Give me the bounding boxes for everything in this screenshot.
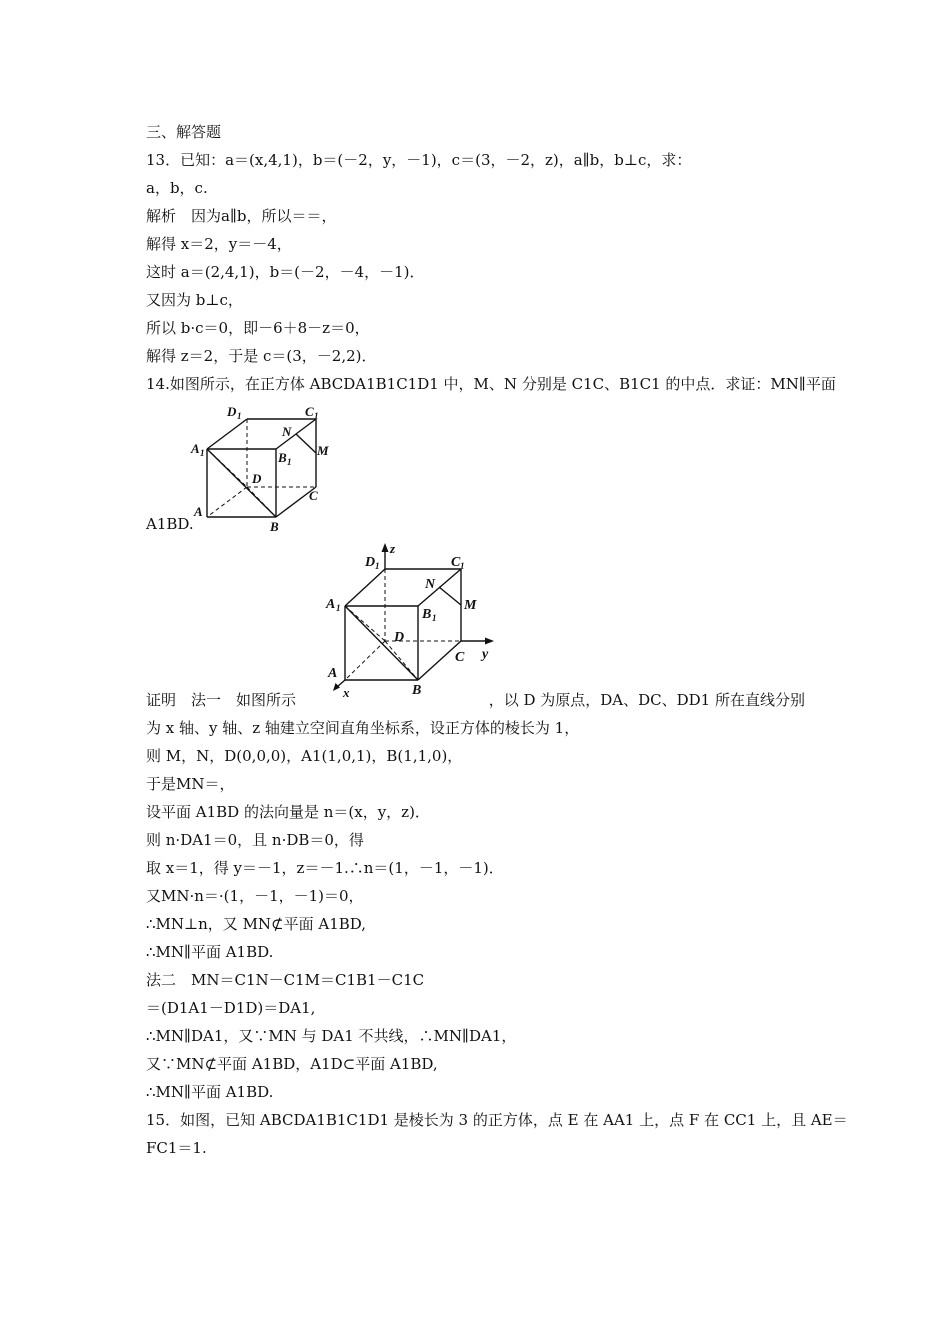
solution-line: 解析 因为a∥b，所以＝＝， [146, 207, 337, 225]
proof-line: ∴MN∥平面 A1BD. [146, 1083, 274, 1101]
y-arrow-icon [485, 638, 494, 645]
proof-line: ∴MN⊥n，又 MN⊄平面 A1BD, [146, 915, 367, 933]
label-z: z [390, 541, 396, 556]
cube-figure-1 [186, 402, 336, 534]
proof-line: 为 x 轴、y 轴、z 轴建立空间直角坐标系，设正方体的棱长为 1， [146, 719, 580, 737]
proof-line: ＝(D1A1－D1D)＝DA1, [146, 999, 316, 1017]
svg-text:1: 1 [432, 613, 437, 623]
proof-line: 于是MN＝， [146, 775, 235, 793]
label-B: B [270, 519, 279, 534]
proof-line: ∴MN∥DA1，又∵MN 与 DA1 不共线，∴MN∥DA1， [146, 1027, 517, 1045]
label-A1: A [191, 441, 200, 456]
label-D1: D [227, 404, 237, 419]
proof-line: 取 x＝1，得 y＝－1，z＝－1.∴n＝(1，－1，－1)． [146, 859, 504, 877]
svg-text:1: 1 [336, 603, 341, 613]
svg-text:1: 1 [287, 457, 292, 467]
problem-13-statement: 13．已知：a＝(x,4,1)，b＝(－2，y，－1)，c＝(3，－2，z)，a∥b，b⊥c，求： [146, 151, 692, 169]
label-N: N [282, 424, 292, 439]
solution-line: 又因为 b⊥c， [146, 291, 243, 309]
label-B1: B [278, 450, 287, 465]
label-C: C [455, 650, 465, 665]
problem-15-statement: 15．如图，已知 ABCDA1B1C1D1 是棱长为 3 的正方体，点 E 在 AA1 上，点 F 在 CC1 上，且 AE＝ [146, 1111, 848, 1129]
section-heading: 三、解答题 [146, 123, 222, 141]
label-y: y [482, 647, 489, 662]
label-C1: C [451, 555, 461, 570]
label-A1: A [326, 597, 336, 612]
proof-line: 证明 法一 如图所示 [146, 691, 297, 709]
proof-line: 又∵MN⊄平面 A1BD，A1D⊂平面 A1BD, [146, 1055, 438, 1073]
z-arrow-icon [382, 543, 389, 552]
label-M: M [317, 443, 329, 458]
proof-line: 法二 MN＝C1N－C1M＝C1B1－C1C [146, 971, 425, 989]
proof-line: 设平面 A1BD 的法向量是 n＝(x，y，z)． [146, 803, 430, 821]
label-C: C [309, 488, 318, 503]
label-D: D [252, 471, 262, 486]
label-x: x [343, 685, 350, 697]
solution-line: 这时 a＝(2,4,1)，b＝(－2，－4，－1)． [146, 263, 425, 281]
problem-14-statement: 14.如图所示，在正方体 ABCDA1B1C1D1 中，M、N 分别是 C1C、B1C1 的中点．求证：MN∥平面 [146, 375, 836, 393]
label-N: N [425, 577, 436, 592]
proof-line: 则 n·DA1＝0，且 n·DB＝0，得 [146, 831, 364, 849]
label-C1: C [305, 404, 314, 419]
proof-line: 又MN·n＝·(1，－1，－1)＝0， [146, 887, 364, 905]
label-D: D [394, 630, 405, 645]
problem-13-statement-cont: a，b，c. [146, 179, 208, 197]
solution-line: 所以 b·c＝0，即－6＋8－z＝0， [146, 319, 370, 337]
proof-line-cont: ，以 D 为原点，DA、DC、DD1 所在直线分别 [488, 691, 805, 709]
label-D1: D [365, 555, 376, 570]
label-M: M [464, 598, 477, 613]
svg-text:1: 1 [375, 561, 380, 571]
problem-15-statement-cont: FC1＝1. [146, 1139, 207, 1157]
label-A: A [328, 666, 338, 681]
x-arrow-icon [333, 683, 340, 691]
proof-line: ∴MN∥平面 A1BD. [146, 943, 274, 961]
proof-line: 则 M，N，D(0,0,0)，A1(1,0,1)，B(1,1,0)， [146, 747, 463, 765]
label-B1: B [422, 607, 432, 622]
solution-line: 解得 x＝2，y＝－4， [146, 235, 292, 253]
svg-text:1: 1 [314, 411, 319, 421]
solution-line: 解得 z＝2，于是 c＝(3，－2,2)． [146, 347, 377, 365]
svg-text:1: 1 [237, 411, 242, 421]
problem-14-statement-cont: A1BD. [146, 515, 194, 533]
cube-figure-2 [318, 537, 500, 697]
svg-text:1: 1 [200, 448, 205, 458]
label-B: B [412, 683, 422, 697]
label-A: A [194, 504, 203, 519]
svg-text:1: 1 [460, 561, 465, 571]
